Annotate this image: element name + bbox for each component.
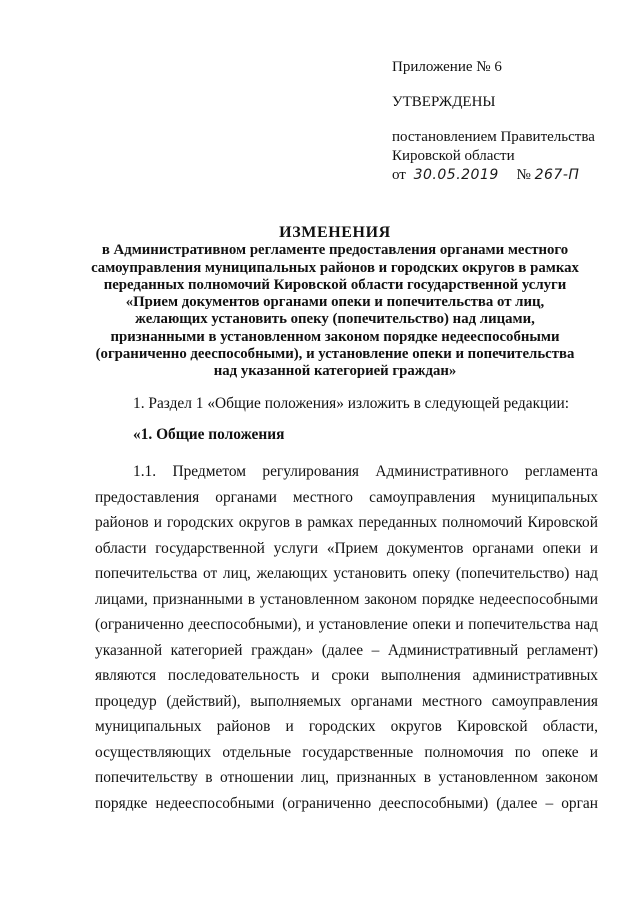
paragraph-line: (ограниченно дееспособными), и установление опеки и попечительства над [95,616,598,633]
title-line: в Административном регламенте предоставления органами местного [101,242,569,259]
approved-label: УТВЕРЖДЕНЫ [392,94,496,110]
amendment-item-1: 1. Раздел 1 «Общие положения» изложить в следующей редакции: [133,395,570,412]
title-line: признанными в установленном законом порядке недееспособными [110,328,560,345]
paragraph-line: являются последовательность и сроки выполнения административных [95,667,598,684]
paragraph-line: порядке недееспособными (ограниченно дееспособными) (далее – орган [95,794,598,812]
paragraph-line: муниципальных районов и городских округов Кировской области, [95,718,598,735]
paragraph-line: осуществляющих отдельные государственные полномочия по опеке и [95,743,598,761]
paragraph-line: предоставления органами местного самоуправления муниципальных районов [95,488,598,531]
title-line: желающих установить опеку (попечительство) над лицами, [135,311,535,328]
resolution-line-1: постановлением Правительства [392,129,595,145]
section-heading: «1. Общие положения [133,426,285,443]
date-prefix: от [392,167,406,183]
paragraph-line: и городских округов в рамках переданных полномочий Кировской области [95,514,598,557]
paragraph-line: 1.1. Предметом регулирования Административного регламента [133,463,598,480]
paragraph-line: лицами, признанными в установленном законом порядке недееспособными [95,590,598,608]
title-line: самоуправления муниципальных районов и городских округов в рамках [91,259,579,276]
appendix-number: Приложение № 6 [392,59,502,75]
title-line: «Прием документов органами опеки и попечительства от лиц, [125,294,545,311]
resolution-date-line [392,166,622,185]
paragraph-line: указанной категорией граждан» (далее – Административный регламент) [95,641,598,659]
title-line: (ограниченно дееспособными), и установление опеки и попечительства [95,346,575,363]
document-body [95,394,598,816]
paragraph-line: процедур (действий), выполняемых органами местного самоуправления [95,692,598,710]
title-line: переданных полномочий Кировской области государственной услуги [103,276,567,293]
resolution-line-2: Кировской области [392,148,515,164]
paragraph-line: попечительству в отношении лиц, признанных в установленном законом [95,769,598,786]
handwritten-number: 267-П [534,167,580,183]
title-line: над указанной категорией граждан» [213,363,457,380]
paragraph-line: государственной услуги «Прием документов органами опеки и [155,539,598,557]
title-main: ИЗМЕНЕНИЯ [279,224,391,241]
handwritten-date: 30.05.2019 [413,167,499,183]
paragraph-line: попечительства от лиц, желающих установить опеку (попечительство) над [95,565,598,582]
paragraph-1-1 [95,459,598,816]
approval-stamp-block [392,58,622,185]
number-prefix: № [516,167,531,183]
document-title [72,224,598,381]
